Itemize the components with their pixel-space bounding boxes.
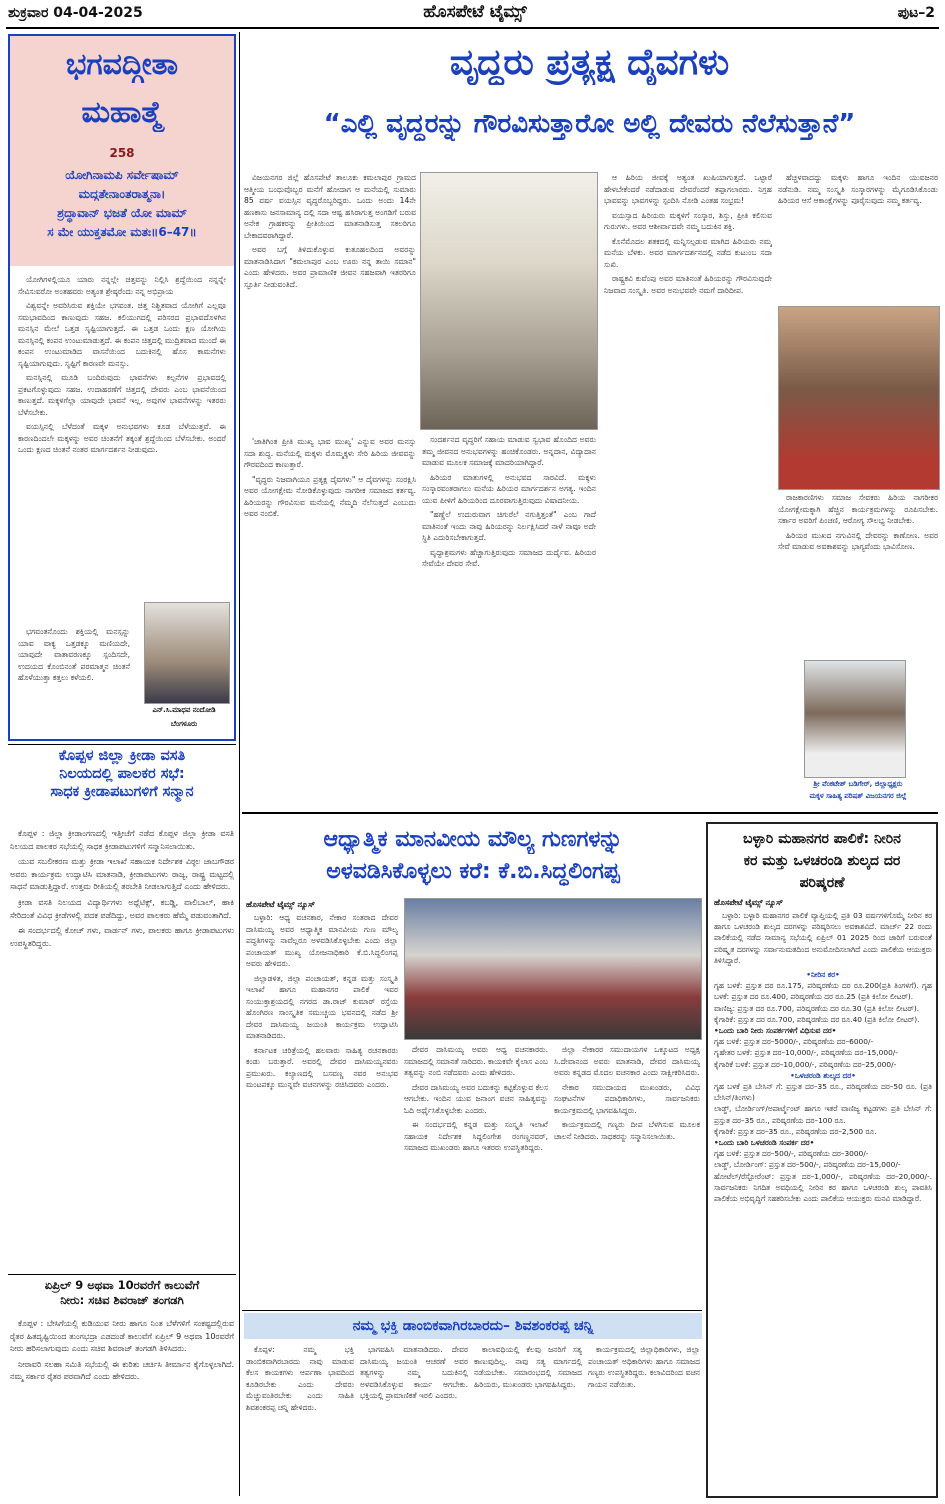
- story-paragraph: ಹೆಚ್ಚಳವಾದದ್ದು ಮಕ್ಕಳು ಹಾಗೂ ಇಂದಿನ ಯುವಜನರ ನಡೆನುಡಿ. ನಮ್ಮ ಸಂಸ್ಕೃತಿ ಸಂಸ್ಕಾರಗಳನ್ನು ಮೈಗೂಡಿಸಿಕೊಂಡು ಹಿರಿಯರ ಆಸೆ ಆಕಾಂಕ್ಷೆಗಳನ್ನು ಪೂರೈಸುವುದು ನಮ್ಮ ಕರ್ತವ್ಯ.: [778, 173, 938, 205]
- story-paragraph: ಕೊನೆಮೊದಲ ಶತಕದಲ್ಲಿ ಮನ್ನಿಸಲ್ಪಡುವ ಮಾಗಿದ ಹಿರಿಯರು ನಮ್ಮ ಮನೆಯ ಬೆಳಕು. ಅವರ ಮಾರ್ಗದರ್ಶನದಲ್ಲಿ ನಡೆದ ಕುಟುಂಬ ಸದಾ ಸುಖಿ.: [604, 236, 772, 269]
- section-rule: [8, 744, 236, 745]
- spiritual-paragraph: ಕಾರ್ಯಕ್ರಮದಲ್ಲಿ ಗಣ್ಯರು ದೀಪ ಬೆಳಗಿಸುವ ಮೂಲಕ ಚಾಲನೆ ನೀಡಿದರು. ಸಾಧಕರನ್ನು ಸನ್ಮಾನಿಸಲಾಯಿತು.: [554, 1120, 700, 1141]
- story-paragraph: ವಿಜಯನಗರ ಜಿಲ್ಲೆ ಹೊಸಪೇಟೆ ತಾಲೂಕು ಕಮಲಾಪುರ ಗ್ರಾಮದ ಆತ್ಮೀಯ ಬಂಧುವೊಬ್ಬರ ಮನೆಗೆ ಹೋದಾಗ ಆ ಮನೆಯಲ್ಲಿ ಸುಮಾರು 85 ವರ್ಷ ವಯಸ್ಸಿನ ವೃದ್ಧರೊಬ್ಬರಿದ್ದರು. ಒಂದು ಅಂದು 14ನೇ ಹಣಕಾಸು ಜನಸಾಮಾನ್ಯ ದಲ್ಲಿ ಸದಾ ಆಷ್ಟ ಹಸಿರಾಗುತ್ತ ಅಂಗಡಿಗೆ ಬರುವ ಅನೇಕ ಗ್ರಾಹಕರನ್ನು ಪ್ರೀತಿಯಿಂದ ಮಾತನಾಡಿಸುತ್ತ ಸಕಲರಿಗೂ ಬೇಕಾದವರಾಗಿದ್ದಾರೆ.: [244, 173, 416, 240]
- main-col3: [604, 172, 772, 806]
- rate-line: ಗೃಹ ಬಳಕೆ: ಪ್ರಸ್ತುತ ದರ ರೂ.175, ಪರಿಷ್ಕರಣೆಯ ದರ ರೂ.200(ಪ್ರತಿ ತಿಂಗಳಿಗೆ). ಗೃಹ ಬಳಕೆ: ಪ್ರಸ್ತುತ ದರ ರೂ.400, ಪರಿಷ್ಕರಣೆಯ ದರ ರೂ.25 (ಪ್ರತಿ ಕಿಲೋ ಲೀಟರ್).: [714, 981, 932, 1002]
- koppal-paragraph: ಕ್ರೀಡಾ ವಸತಿ ನಿಲಯದ ವಿದ್ಯಾರ್ಥಿಗಳು ಅಥ್ಲೆಟಿಕ್ಸ್, ಕಬಡ್ಡಿ, ವಾಲಿಬಾಲ್, ಹಾಕಿ ಸೇರಿದಂತೆ ವಿವಿಧ ಕ್ರೀಡೆಗಳಲ್ಲಿ ಪದಕ ಪಡೆದಿದ್ದು, ಅವರ ಪಾಲಕರು ಹೆಮ್ಮೆ ಪಡುವಂತಾಗಿದೆ.: [10, 897, 234, 920]
- story-paragraph: ರಾಷ್ಟ್ರಕವಿ ಕುವೆಂಪು ಅವರ ಮಾತಿನಂತೆ ಹಿರಿಯರನ್ನು ಗೌರವಿಸುವುದೇ ನಿಜವಾದ ಸಂಸ್ಕೃತಿ. ಅವರ ಅನುಭವವೇ ನಮಗೆ ದಾರಿದೀಪ.: [604, 274, 772, 295]
- story-paragraph: ಹಿರಿಯರ ಮಾತುಗಳಲ್ಲಿ ಅನುಭವದ ಸಾರವಿದೆ. ಮಕ್ಕಳು ಸಂಸ್ಕಾರವಂತರಾಗಲು ಮನೆಯ ಹಿರಿಯರ ಮಾರ್ಗದರ್ಶನ ಅಗತ್ಯ. ಇಂದಿನ ಯುವ ಪೀಳಿಗೆ ಹಿರಿಯರಿಂದ ದೂರವಾಗುತ್ತಿರುವುದು ವಿಷಾದನೀಯ.: [422, 472, 596, 505]
- story-paragraph: ಅವರ ಬಗ್ಗೆ ತಿಳಿದುಕೊಳ್ಳುವ ಕುತೂಹಲದಿಂದ ಅವರನ್ನು ಮಾತನಾಡಿಸಿದಾಗ "ಕಮಲಾಪುರ ಎಂಬ ಊರು ನನ್ನ ತಾಯಿ ಸಮಾನ" ಎಂದು ಹೇಳಿದರು. ಅವರ ಪ್ರಾಮಾಣಿಕ ಜೀವನ ಸಹಜವಾಗಿ ಇತರರಿಗೂ ಸ್ಫೂರ್ತಿ ನೀಡುವಂತಿದೆ.: [244, 245, 416, 289]
- story-paragraph: ವೃದ್ಧಾಶ್ರಮಗಳು ಹೆಚ್ಚಾಗುತ್ತಿರುವುದು ಸಮಾಜದ ದುರ್ದೈವ. ಹಿರಿಯರ ಸೇವೆಯೇ ದೇವರ ಸೇವೆ.: [422, 547, 596, 568]
- rate-line: ವಾಣಿಜ್ಯ: ಪ್ರಸ್ತುತ ದರ ರೂ.700, ಪರಿಷ್ಕರಣೆಯ ದರ ರೂ.30 (ಪ್ರತಿ ಕಿಲೋ ಲೀಟರ್).: [714, 1003, 920, 1013]
- koppal-headline: [8, 747, 236, 827]
- koppal-body: [10, 828, 234, 1268]
- main-col4-top: [778, 172, 938, 302]
- column-rule: [239, 32, 240, 1496]
- paper-name: ಹೊಸಪೇಟೆ ಟೈಮ್ಸ್: [423, 2, 527, 22]
- april-headline-line: ನೀರು: ಸಚಿವ ಶಿವರಾಜ್ ತಂಗಡಗಿ: [60, 1293, 184, 1307]
- gita-box: [8, 34, 236, 741]
- bhakti-paragraph: ಕಾರ್ಯಕ್ರಮದಲ್ಲಿ ಜಿಲ್ಲಾಧಿಕಾರಿಗಳು, ಜಿಲ್ಲಾ ಪಂಚಾಯತ್ ಅಧಿಕಾರಿಗಳು ಹಾಗೂ ಸಮಾಜದ ಗಣ್ಯರು ಉಪಸ್ಥಿತರಿದ್ದರು. ಕಲಾವಿದರಿಂದ ವಚನ ಗಾಯನ ನಡೆಯಿತು.: [588, 1345, 700, 1389]
- shloka-line: ಯೋಗಿನಾಮಪಿ ಸರ್ವೇಷಾಮ್: [65, 168, 179, 182]
- shloka-line: ಸ ಮೇ ಯುಕ್ತತಮೋ ಮತಃ॥6–47॥: [47, 225, 197, 239]
- koppal-paragraph: ಕೊಪ್ಪಳ : ಜಿಲ್ಲಾ ಕ್ರೀಡಾಂಗಣದಲ್ಲಿ ಇತ್ತೀಚೆಗೆ ನಡೆದ ಕೊಪ್ಪಳ ಜಿಲ್ಲಾ ಕ್ರೀಡಾ ವಸತಿ ನಿಲಯದ ಪಾಲಕರ ಸಭೆಯಲ್ಲಿ ಸಾಧಕ ಕ್ರೀಡಾಪಟುಗಳಿಗೆ ಸನ್ಮಾನಿಸಲಾಯಿತು.: [10, 829, 234, 851]
- bellary-headline: [710, 828, 934, 894]
- rate-line: ಕೈಗಾರಿಕೆ: ಪ್ರಸ್ತುತ ದರ–35 ರೂ., ಪರಿಷ್ಕರಣೆಯ ದರ–2,500 ರೂ.: [714, 1126, 877, 1136]
- shloka-line: ಮದ್ಗತೇನಾಂತರಾತ್ಮನಾ।: [78, 187, 166, 201]
- rate-line: •ಒಂದು ಬಾರಿ ನೀರು ಸಂಪರ್ಕಗಳಿಗೆ ವಿಧಿಸುವ ದರ•: [714, 1026, 837, 1036]
- rate-line: ಗೃಹ ಬಳಕೆ ಪ್ರತಿ ಬೇಸಿನ್ ಗೆ: ಪ್ರಸ್ತುತ ದರ–35 ರೂ., ಪರಿಷ್ಕರಣೆಯ ದರ–50 ರೂ. (ಪ್ರತಿ ಬೇಸಿನ್/ತಿಂಗಳು): [714, 1082, 932, 1103]
- spiritual-col3: [554, 1044, 700, 1306]
- koppal-paragraph: ಯುವ ಸಬಲೀಕರಣ ಮತ್ತು ಕ್ರೀಡಾ ಇಲಾಖೆ ಸಹಾಯಕ ನಿರ್ದೇಶಕ ವಿಠ್ಠಲ ಜಾಬಗೌಡರ ಅವರು ಕಾರ್ಯಕ್ರಮ ಉದ್ಘಾಟಿಸಿ ಮಾತನಾಡಿ, ಕ್ರೀಡಾಪಟುಗಳು ರಾಜ್ಯ, ರಾಷ್ಟ್ರ ಮಟ್ಟದಲ್ಲಿ ಸಾಧನೆ ಮಾಡುತ್ತಿದ್ದಾರೆ. ಉತ್ತಮ ರೀತಿಯಲ್ಲಿ ತರಬೇತಿ ನೀಡಲಾಗುತ್ತಿದೆ ಎಂದು ಹೇಳಿದರು.: [10, 857, 234, 892]
- koppal-headline-line: ಕೊಪ್ಪಳ ಜಿಲ್ಲಾ ಕ್ರೀಡಾ ವಸತಿ: [58, 748, 186, 764]
- bellary-byline: ಹೊಸಪೇಟೆ ಟೈಮ್ಸ್ ನ್ಯೂಸ್: [714, 898, 783, 907]
- koppal-paragraph: ಈ ಸಂದರ್ಭದಲ್ಲಿ ಕೋಚ್ ಗಳು, ವಾರ್ಡನ್ ಗಳು, ಪಾಲಕರು ಹಾಗೂ ಕ್ರೀಡಾಪಟುಗಳು ಉಪಸ್ಥಿತರಿದ್ದರು.: [10, 926, 234, 948]
- gita-number: 258: [109, 146, 135, 160]
- rate-line: ಲಾಡ್ಜ್, ಬೋರ್ಡಿಂಗ್: ಪ್ರಸ್ತುತ ದರ–500/-, ಪರಿಷ್ಕರಣೆಯ ದರ–15,000/-: [714, 1160, 901, 1170]
- spiritual-col1: [246, 912, 398, 1306]
- page-number: ಪುಟ–2: [897, 5, 935, 21]
- author-photo: [144, 602, 230, 704]
- bellary-box: [706, 822, 938, 1498]
- gita-body-tail: [18, 626, 130, 736]
- bellary-intro: ಬಳ್ಳಾರಿ: ಬಳ್ಳಾರಿ ಮಹಾನಗರ ಪಾಲಿಕೆ ವ್ಯಾಪ್ತಿಯಲ್ಲಿ ಪ್ರತಿ 03 ವರ್ಷಗಳಿಗೊಮ್ಮೆ ನೀರಿನ ಕರ ಹಾಗೂ ಒಳಚರಂಡಿ ಶುಲ್ಕದ ದರಗಳನ್ನು ಪರಿಷ್ಕರಿಸಲು ಅವಕಾಶವಿದೆ. ಮಾರ್ಚ್ 22 ರಂದು ಪಾಲಿಕೆಯಲ್ಲಿ ನಡೆದ ಸಾಮಾನ್ಯ ಸಭೆಯಲ್ಲಿ ಏಪ್ರಿಲ್ 01 2025 ರಿಂದ ಜಾರಿಗೆ ಬರುವಂತೆ ಪರಿಷ್ಕೃತ ದರಗಳನ್ನು ಸರ್ವಾನುಮತದಿಂದ ಅನುಮೋದಿಸಲಾಗಿದೆ ಎಂದು ಪಾಲಿಕೆಯ ಆಯುಕ್ತರು ತಿಳಿಸಿದ್ದಾರೆ.: [714, 911, 932, 965]
- gita-paragraph: ವಿಶ್ವವನ್ನೇ ಅವರಿಸಿರುವ ಶಕ್ತಿಯೇ ಭಗವಂತ. ಚಿತ್ತ ನಿಶ್ಚಿತವಾದ ಯೋಗಿಗೆ ಎಲ್ಲವೂ ಸಮಭಾವದಿಂದ ಕಾಣುವುದು ಸಹಜ. ಕಲಿಯುಗದಲ್ಲಿ ಪರಿಸರದ ಪ್ರಭಾವದೊಳಗಿನ ಮನಸ್ಸಿನ ಮೇಲೆ ಒತ್ತಡ ಸೃಷ್ಟಿಯಾಗುತ್ತದೆ. ಈ ಒತ್ತಡ ಒಂದು ಕ್ಷಣ ಯೋಗಿಯ ಮನಸ್ಸಿನಲ್ಲಿ ಕಂಪನ ಉಂಟುಮಾಡುತ್ತದೆ. ಈ ಕಂಪನ ಚಿತ್ತದಲ್ಲಿ ಮುದ್ರಿತವಾದ ಮುಂದೆ ಈ ಕಂಪನ ಉಂಟುಮಾಡಿದ ವಾಸನೆಯಿಂದ ಬದುಕಿನಲ್ಲಿ ಹೊಸ ಕಾಮನೆಗಳು ಸೃಷ್ಟಿಯಾಗುವುದು. ಸೃಷ್ಟಿಗೆ ಕಾರಣವೇ ಮನಸ್ಸು.: [18, 301, 226, 368]
- april-paragraph: ನೀರಾವರಿ ಸಲಹಾ ಸಮಿತಿ ಸಭೆಯಲ್ಲಿ ಈ ಕುರಿತು ಚರ್ಚಿಸಿ ತೀರ್ಮಾನ ಕೈಗೊಳ್ಳಲಾಗಿದೆ. ನಮ್ಮ ಸರ್ಕಾರ ರೈತರ ಪರವಾಗಿದೆ ಎಂದು ಹೇಳಿದರು.: [10, 1359, 234, 1382]
- main-col1-top: [244, 172, 416, 434]
- story-paragraph: ವಯಸ್ಸಾದ ಹಿರಿಯರು ಮಕ್ಕಳಿಗೆ ಸಂಸ್ಕಾರ, ಶಿಸ್ತು, ಪ್ರೀತಿ ಕಲಿಸುವ ಗುರುಗಳು. ಅವರ ಆಶೀರ್ವಾದವೇ ನಮ್ಮ ಬದುಕಿನ ಶಕ್ತಿ.: [604, 210, 772, 231]
- spiritual-paragraph: ದೇವರ ದಾಸಿಮಯ್ಯ ಅವರು ಆಧ್ಯ ವಚನಕಾರರು. ಸಮಾಜದಲ್ಲಿ ಸಮಾನತೆ ಸಾರಿದರು. ಕಾಯಕವೇ ಕೈಲಾಸ ಎಂಬ ತತ್ವವನ್ನು ನಂಬಿ ನಡೆದವರು ಎಂದು ಹೇಳಿದರು.: [404, 1045, 548, 1077]
- main-col2: [422, 434, 596, 806]
- section-rule: [242, 1310, 702, 1311]
- issue-date: ಶುಕ್ರವಾರ 04-04-2025: [8, 5, 143, 21]
- bellary-body: [714, 910, 932, 1494]
- spiritual-paragraph: ಕರ್ನಾಟಕ ಚರಿತ್ರೆಯಲ್ಲಿ ಹಲವಾರು ಸಾಹಿತ್ಯ ರಚನಕಾರರು ಕಂಡು ಬರುತ್ತಾರೆ. ಅವರಲ್ಲಿ ದೇವರ ದಾಸಿಮಯ್ಯನವರು ಪ್ರಮುಖರು. ಕಲ್ಯಾಣದಲ್ಲಿ ಬಸವಣ್ಣ ನವರ ಅನುಭವ ಮಂಟಪಕ್ಕೂ ಮುನ್ನವೇ ವಚನಗಳನ್ನು ರಚಿಸಿದವರು ಎಂದರು.: [246, 1045, 398, 1089]
- rate-line: •ಒಂದು ಬಾರಿ ಒಳಚರಂಡಿ ಸಂಪರ್ಕ ದರ•: [714, 1138, 815, 1148]
- bellary-section-title: •ನೀರಿನ ಕರ•: [806, 970, 840, 980]
- rate-line: ಹೋಟೆಲ್/ರೆಸ್ಟೋರೆಂಟ್: ಪ್ರಸ್ತುತ ದರ–1,000/-, ಪರಿಷ್ಕರಣೆಯ ದರ–20,000/-. ಸಾರ್ವಜನಿಕರು ನಿಗದಿತ ಅವಧಿಯಲ್ಲಿ ನೀರಿನ ಕರ ಹಾಗೂ ಒಳಚರಂಡಿ ಶುಲ್ಕ ಪಾವತಿಸಿ ಪಾಲಿಕೆಯ ಅಭಿವೃದ್ಧಿಗೆ ಸಹಕರಿಸಬೇಕು ಎಂದು ಪಾಲಿಕೆಯ ಆಯುಕ್ತರು ಮನವಿ ಮಾಡಿದ್ದಾರೆ.: [714, 1171, 932, 1204]
- bhakti-paragraph: ಕೊಪ್ಪಳ: ನಮ್ಮ ಭಕ್ತಿ ಡಾಂಬಿಕವಾಗಿರಬಾರದು ನಾವು ಮಾಡುವ ಕೆಲಸ ಕಾಯಕಗಳು ಆರ್ಪಣಾ ಭಾವದಿಂದ ಕೂಡಿರಬೇಕು ಎಂದು ದೇವರು ಮೆಚ್ಚುವಂತಿರಬೇಕು ಎಂದು ಸಾಹಿತಿ ಶಿವಶಂಕರಪ್ಪ ಚನ್ನಿ ಹೇಳಿದರು.: [246, 1345, 354, 1412]
- spiritual-headline-2: ಅಳವಡಿಸಿಕೊಳ್ಳಲು ಕರೆ: ಕೆ.ಬಿ.ಸಿದ್ಧಲಿಂಗಪ್ಪ: [326, 859, 620, 884]
- bellary-section-title: •ಒಳಚರಂಡಿ ಶುಲ್ಕದ ದರ•: [790, 1070, 856, 1080]
- april-headline-line: ಏಪ್ರಿಲ್ 9 ಅಥವಾ 10ರವರೆಗೆ ಕಾಲುವೆಗೆ: [44, 1278, 200, 1292]
- gita-paragraph: ಯೋಗಿಗಳಲ್ಲಿಯೂ ಯಾರು ನನ್ನಲ್ಲೇ ಚಿತ್ತವನ್ನು ನಿಲ್ಲಿಸಿ ಶ್ರದ್ಧೆಯಿಂದ ನನ್ನನ್ನೇ ಸೇವಿಸುವರೋ ಅಂತಹವರು ಅತ್ಯಂತ ಶ್ರೇಷ್ಠರೆಂದು ನನ್ನ ಅಭಿಪ್ರಾಯ: [18, 275, 226, 296]
- rate-line: ಗೃಹ ಬಳಕೆ: ಪ್ರಸ್ತುತ ದರ–500/-, ಪರಿಷ್ಕರಣೆಯ ದರ–3000/-: [714, 1149, 869, 1159]
- rate-line: ಕೈಗಾರಿಕೆ ಬಳಕೆ: ಪ್ರಸ್ತುತ ದರ–10,000/-, ಪರಿಷ್ಕರಣೆಯ ದರ–25,000/-: [714, 1059, 897, 1069]
- main-photo: [420, 172, 598, 430]
- spiritual-col2: [404, 1044, 548, 1306]
- story-paragraph: ಆ ಹಿರಿಯ ಜೀವಕ್ಕೆ ಅತ್ಯಂತ ಖುಷಿಯಾಗುತ್ತದೆ. ಒಟ್ಟಾರೆ ಹೇಳಬೇಕೆಂದರೆ ನಡೆದಾಡುವ ದೇವರೆಂದರೆ ತಪ್ಪಾಗಲಾರದು. ನಿಗ್ರಹ ಭಾವವನ್ನು ಭಾವಗಳನ್ನು ಸ್ಪಂದಿಸಿ ನೋಡಿ ಎಂತಹ ಸಂಭ್ರಮ!: [604, 173, 772, 205]
- gita-title-line1: ಭಗವದ್ಗೀತಾ: [65, 47, 179, 82]
- author-name: ಎನ್.ಸಿ.ಮಾಧವ ನಂದೋಡಿ: [152, 706, 216, 714]
- bhakti-paragraph: ಭಾಗವಹಿಸಿ ಮಾತನಾಡಿದರು. ದೇವರ ದಾಸಿಮಯ್ಯ ಜಯಂತಿ ಆಚರಣೆ ಅವರ ತತ್ವಗಳನ್ನು ನಮ್ಮ ಬದುಕಿನಲ್ಲಿ ಅಳವಡಿಸಿಕೊಳ್ಳುವ ಕಾರ್ಯ ಆಗಬೇಕು. ಭಕ್ತಿಯಲ್ಲಿ ಪ್ರಾಮಾಣಿಕತೆ ಇರಲಿ ಎಂದರು.: [360, 1345, 468, 1400]
- event-photo: [404, 898, 702, 1040]
- gita-title-line2: ಮಹಾತ್ಮೆ: [81, 95, 163, 130]
- gita-paragraph: ಮನಸ್ಸಿನಲ್ಲಿ ಮೂಡಿ ಬಂದಿರುವುದು ಭಾವನೆಗಳು ಕಲ್ಪನೆಗಳ ಪ್ರಭಾವದಲ್ಲಿ ಪ್ರಕಟಗೊಳ್ಳುವುದು ಸಹಜ. ಉದಾಹರಣೆಗೆ ಚಿತ್ತದಲ್ಲಿ ದೇವರು ಎಂಬ ಭಾವನೆಯಿಂದ ಕಾಣುತ್ತದೆ. ಮಕ್ಕಳಿಗೆಲ್ಲಾ ಯಾವುದೇ ಭಾವನೆ ಇಲ್ಲ. ಅವುಗಳ ಭಾವನೆಗಳನ್ನು ಇತರರು ಬೆಳೆಸಬೇಕು.: [18, 373, 226, 417]
- masthead-rule: [6, 27, 939, 29]
- gita-paragraph: ಭಗವಂತನೊಂದು ಶಕ್ತಿಯಲ್ಲಿ ಮನಸ್ಸನ್ನು ಯಾವ ವಾಕ್ಯ ಒತ್ತಡಕ್ಕೂ ಮಣಿಯದೇ, ಯಾವುದೇ ವಾತಾವರಣಕ್ಕೂ ಸ್ಪಂದಿಸದೇ, ಉದಯದ ಕೊಂಬಿನಂತೆ ಪರಮಾತ್ಮನ ಚಿಂತನೆ ಹೊಳೆಯುತ್ತಾ ಕತ್ತಲು ಕಳೆಯಲಿ.: [18, 627, 130, 682]
- story-paragraph: 'ಜಾತಿಗಿಂತ ಪ್ರೀತಿ ಮುಖ್ಯ ಭಾವ ಮುಖ್ಯ' ಎನ್ನುವ ಅವರ ಮನಸ್ಸು ಸದಾ ಶುದ್ಧ. ಮನೆಯಲ್ಲಿ ಮಕ್ಕಳು ಮೊಮ್ಮಕ್ಕಳು ಸೇರಿ ಹಿರಿಯ ಜೀವವನ್ನು ಗೌರವದಿಂದ ಕಾಣುತ್ತಾರೆ.: [244, 437, 416, 469]
- masthead: [0, 0, 945, 26]
- main-col4-mid: [778, 492, 938, 652]
- main-headline: ವೃದ್ಧರು ಪ್ರತ್ಯಕ್ಷ ದೈವಗಳು: [449, 42, 730, 83]
- spiritual-paragraph: ನೇಕಾರ ಸಮುದಾಯದ ಮುಖಂಡರು, ವಿವಿಧ ಸಂಘಟನೆಗಳ ಪದಾಧಿಕಾರಿಗಳು, ಸಾರ್ವಜನಿಕರು ಕಾರ್ಯಕ್ರಮದಲ್ಲಿ ಭಾಗವಹಿಸಿದ್ದರು.: [554, 1082, 700, 1115]
- story-paragraph: "ವೃದ್ಧರು ನಿಜವಾಗಿಯೂ ಪ್ರತ್ಯಕ್ಷ ದೈವಗಳು" ಆ ದೈವಗಳನ್ನು ಸಂರಕ್ಷಿಸಿ ಅವರ ಯೋಗಕ್ಷೇಮ ನೋಡಿಕೊಳ್ಳುವುದು ನಾಗರೀಕ ಸಮಾಜದ ಕರ್ತವ್ಯ. ಹಿರಿಯರನ್ನು ಗೌರವಿಸುವ ಮನೆಯಲ್ಲಿ ನೆಮ್ಮದಿ ನೆಲೆಸುತ್ತದೆ ಎಂಬುದು ಅವರ ನಂಬಿಕೆ.: [244, 474, 416, 518]
- gita-body: [18, 274, 226, 624]
- author-place: ಬೆಂಗಳೂರು: [170, 720, 198, 728]
- spiritual-paragraph: ಈ ಸಂದರ್ಭದಲ್ಲಿ ಕನ್ನಡ ಮತ್ತು ಸಂಸ್ಕೃತಿ ಇಲಾಖೆ ಸಹಾಯಕ ನಿರ್ದೇಶಕ ಸಿದ್ದಲಿಂಗೇಶ ರಂಗಣ್ಣನವರ್, ಸಮಾಜದ ಮುಖಂಡರು ಹಾಗೂ ಇತರರು ಉಪಸ್ಥಿತರಿದ್ದರು.: [404, 1120, 548, 1152]
- story-paragraph: ಹಿರಿಯರ ಮುಖದ ನಗುವಿನಲ್ಲಿ ದೇವರನ್ನು ಕಾಣೋಣ. ಅವರ ಸೇವೆ ಮಾಡುವ ಅವಕಾಶವನ್ನು ಭಾಗ್ಯವೆಂದು ಭಾವಿಸೋಣ.: [778, 530, 938, 551]
- writer-caption-2: ಮಕ್ಕಳ ಸಾಹಿತ್ಯ ಪರಿಷತ್ ವಿಜಯನಗರ ಜಿಲ್ಲೆ: [809, 792, 907, 800]
- spiritual-paragraph: ಜಿಲ್ಲಾಡಳಿತ, ಜಿಲ್ಲಾ ಪಂಚಾಯತ್, ಕನ್ನಡ ಮತ್ತು ಸಂಸ್ಕೃತಿ ಇಲಾಖೆ ಹಾಗೂ ಮಹಾನಗರ ಪಾಲಿಕೆ ಇವರ ಸಂಯುಕ್ತಾಶ್ರಯದಲ್ಲಿ ನಗರದ ಡಾ.ರಾಜ್ ಕುಮಾರ್ ರಸ್ತೆಯ ಹೊಂಗಿರಣ ಸಾಂಸ್ಕೃತಿಕ ಸಮುಚ್ಚಯ ಭವನದಲ್ಲಿ ನಡೆದ ಶ್ರೀ ದೇವರ ದಾಸಿಮಯ್ಯ ಜಯಂತಿ ಕಾರ್ಯಕ್ರಮ ಉದ್ಘಾಟಿಸಿ ಮಾತನಾಡಿದರು.: [246, 973, 398, 1040]
- section-rule: [242, 812, 938, 814]
- spiritual-paragraph: ಜಿಲ್ಲಾ ನೇಕಾರರ ಸಮುದಾಯಗಳ ಒಕ್ಕೂಟದ ಅಧ್ಯಕ್ಷ ಸಿ.ದೇವಾನಂದ ಅವರು ಮಾತನಾಡಿ, ದೇವರ ದಾಸಿಮಯ್ಯ ಅವರು ಕನ್ನಡದ ಮೊದಲ ವಚನಕಾರ ಎಂದು ಸಾಕ್ಷೀಕರಿಸಿದರು.: [554, 1045, 700, 1077]
- bhakti-col1: [246, 1344, 354, 1498]
- writer-photo: [804, 660, 906, 778]
- bhakti-col2: [360, 1344, 468, 1498]
- bellary-headline-line: ಬಳ್ಳಾರಿ ಮಹಾನಗರ ಪಾಲಿಕೆ: ನೀರಿನ: [743, 831, 901, 847]
- rate-line: ಗೃಹೇತರ ಬಳಕೆ: ಪ್ರಸ್ತುತ ದರ–10,000/-, ಪರಿಷ್ಕರಣೆಯ ದರ–15,000/-: [714, 1048, 898, 1058]
- bellary-headline-line: ಕರ ಮತ್ತು ಒಳಚರಂಡಿ ಶುಲ್ಕದ ದರ: [743, 853, 901, 869]
- bhakti-col4: [588, 1344, 700, 1498]
- main-subhead: “ಎಲ್ಲಿ ವೃದ್ಧರನ್ನು ಗೌರವಿಸುತ್ತಾರೋ ಅಲ್ಲಿ ದೇವರು ನೆಲೆಸುತ್ತಾನೆ”: [323, 109, 856, 139]
- writer-caption-1: ಶ್ರೀ ವೆಂಕಟೇಶ್ ಬಡಿಗೇರ್, ಜಿಲ್ಲಾಧ್ಯಕ್ಷರು: [813, 780, 903, 788]
- bellary-headline-line: ಪರಿಷ್ಕರಣೆ: [799, 875, 845, 891]
- gita-paragraph: ವಯಸ್ಸಿನಲ್ಲಿ ಬೆಳೆದಂತೆ ಮಕ್ಕಳ ಅನುಭವಗಳು ಕೂಡ ಬೆಳೆಯುತ್ತವೆ. ಈ ಕಾರಣದಿಂದಲೇ ಮಕ್ಕಳನ್ನು ಅವರ ಚಿಂತನೆಗೆ ತಕ್ಕಂತೆ ಶ್ರದ್ಧೆಯಿಂದ ಬೆಳೆಸಬೇಕು. ಅಂದರೆ ಒಂದು ಕ್ಷಣದ ಚಿಂತನೆ ನಂತರ ಮಾರ್ಗದರ್ಶನ ನೀಡುವುದು.: [18, 422, 226, 454]
- spiritual-headline-1: ಆಧ್ಯಾತ್ಮಿಕ ಮಾನವೀಯ ಮೌಲ್ಯ ಗುಣಗಳನ್ನು: [323, 827, 623, 852]
- section-rule: [8, 1274, 236, 1275]
- april-paragraph: ಕೊಪ್ಪಳ : ಬೇಸಿಗೆಯಲ್ಲಿ ಕುಡಿಯುವ ನೀರು ಹಾಗೂ ನಿಂತ ಬೆಳೆಗಳಿಗೆ ಸಂಕಷ್ಟದಲ್ಲಿರುವ ರೈತರ ಹಿತದೃಷ್ಟಿಯಿಂದ ತುಂಗಭದ್ರಾ ಎಡದಂಡೆ ಕಾಲುವೆಗೆ ಏಪ್ರಿಲ್ 9 ಅಥವಾ 10ರವರೆಗೆ ನೀರು ಹರಿಸಲಾಗುವುದು ಎಂದು ಸಚಿವ ಶಿವರಾಜ್ ತಂಗಡಗಿ ತಿಳಿಸಿದರು.: [10, 1319, 234, 1354]
- spiritual-paragraph: ಬಳ್ಳಾರಿ: ಆಧ್ಯ ವಚನಕಾರ, ನೇಕಾರ ಸಂತರಾದ ದೇವರ ದಾಸಿಮಯ್ಯ ಅವರ ಆಧ್ಯಾತ್ಮಿಕ ಮಾನವೀಯ ಗುಣ ಮೌಲ್ಯ ಪದ್ಧತಿಗಳನ್ನು ನಾವೆಲ್ಲರೂ ಅಳವಡಿಸಿಕೊಳ್ಳಬೇಕು ಎಂದು ಜಿಲ್ಲಾ ಪಂಚಾಯತ್ ಮುಖ್ಯ ಯೋಜನಾಧಿಕಾರಿ ಕೆ.ಬಿ.ಸಿದ್ಧಲಿಂಗಪ್ಪ ಅವರು ಹೇಳಿದರು.: [246, 913, 398, 968]
- bhakti-col3: [474, 1344, 582, 1498]
- spiritual-byline: ಹೊಸಪೇಟೆ ಟೈಮ್ಸ್ ನ್ಯೂಸ್: [246, 900, 315, 909]
- story-paragraph: "ಹಣ್ಣೆಲೆ ಉದುರುವಾಗ ಚಿಗುರೆಲೆ ನಗುತ್ತಿತ್ತಂತೆ" ಎಂಬ ಗಾದೆ ಮಾತಿನಂತೆ ಇಂದು ನಾವು ಹಿರಿಯರನ್ನು ನಿರ್ಲಕ್ಷಿಸಿದರೆ ನಾಳೆ ನಾವೂ ಅದೇ ಸ್ಥಿತಿ ಎದುರಿಸಬೇಕಾಗುತ್ತದೆ.: [422, 510, 596, 542]
- story-paragraph: ರಾಜಕಾರಣಿಗಳು ಸಮಾಜ ಸೇವಕರು ಹಿರಿಯ ನಾಗರೀಕರ ಯೋಗಕ್ಷೇಮಕ್ಕಾಗಿ ಹೆಚ್ಚಿನ ಕಾರ್ಯಕ್ರಮಗಳನ್ನು ರೂಪಿಸಬೇಕು. ಸರ್ಕಾರ ಅವರಿಗೆ ಪಿಂಚಣಿ, ಆರೋಗ್ಯ ಸೌಲಭ್ಯ ನೀಡಬೇಕು.: [778, 493, 938, 525]
- bhakti-paragraph: ಕಾಲಾವಧಿಯಲ್ಲಿ ಕೆಲವು ಜನರಿಗೆ ಸತ್ಯ ಕಾಣುವುದಿಲ್ಲ. ನಾವು ಸತ್ಯ ಮಾರ್ಗದಲ್ಲಿ ನಡೆಯಬೇಕು. ಸಮಾರಂಭದಲ್ಲಿ ಸಮಾಜದ ಹಿರಿಯರು, ಮುಖಂಡರು ಭಾಗವಹಿಸಿದ್ದರು.: [474, 1345, 582, 1389]
- gita-shloka: [16, 166, 228, 242]
- elderly-woman-photo: [778, 306, 940, 490]
- koppal-headline-line: ನಿಲಯದಲ್ಲಿ ಪಾಲಕರ ಸಭೆ:: [59, 766, 185, 783]
- main-col1-bottom: [244, 436, 416, 806]
- shloka-line: ಶ್ರದ್ಧಾವಾನ್ ಭಜತೆ ಯೋ ಮಾಮ್: [57, 206, 187, 220]
- april-headline: [8, 1278, 236, 1322]
- april-body: [10, 1318, 234, 1498]
- rate-line: ಲಾಡ್ಜ್, ಬೋರ್ಡಿಂಗ್/ಅಪಾರ್ಟ್ಮೆಂಟ್ ಹಾಗೂ ಇತರೆ ವಾಣಿಜ್ಯ ಕಟ್ಟಡಗಳು ಪ್ರತಿ ಬೇಸಿನ್ ಗೆ: ಪ್ರಸ್ತುತ ದರ–35 ರೂ., ಪರಿಷ್ಕರಣೆಯ ದರ–100 ರೂ.: [714, 1104, 932, 1125]
- story-paragraph: ಸಂದರ್ಶನದ ವೃದ್ಧರಿಗೆ ಸಹಾಯ ಮಾಡುವ ಸ್ವಭಾವ ಹೊಂದಿದ ಅವರು ತಮ್ಮ ಜೀವನದ ಅನುಭವಗಳನ್ನು ಹಂಚಿಕೊಂಡರು. ಅನ್ನದಾನ, ವಿದ್ಯಾದಾನ ಮಾಡುವ ಮೂಲಕ ಸಮಾಜಕ್ಕೆ ಮಾದರಿಯಾಗಿದ್ದಾರೆ.: [422, 435, 596, 467]
- koppal-headline-line: ಸಾಧಕ ಕ್ರೀಡಾಪಟುಗಳಿಗೆ ಸನ್ಮಾನ: [50, 784, 194, 801]
- rate-line: ಗೃಹ ಬಳಕೆ: ಪ್ರಸ್ತುತ ದರ–5000/-, ಪರಿಷ್ಕರಣೆಯ ದರ–6000/-: [714, 1037, 874, 1047]
- bhakti-headline: ನಮ್ಮ ಭಕ್ತಿ ಡಾಂಬಿಕವಾಗಿರಬಾರದು– ಶಿವಶಂಕರಪ್ಪ ಚನ್ನಿ: [244, 1313, 702, 1339]
- rate-line: ಕೈಗಾರಿಕೆ: ಪ್ರಸ್ತುತ ದರ ರೂ.700, ಪರಿಷ್ಕರಣೆಯ ದರ ರೂ.40 (ಪ್ರತಿ ಕಿಲೋ ಲೀಟರ್).: [714, 1014, 920, 1024]
- spiritual-paragraph: ದೇವರ ದಾಸಿಮಯ್ಯ ಅವರ ಬದುಕನ್ನು ಕಟ್ಟಿಕೊಳ್ಳುವ ಕೆಲಸ ಆಗಬೇಕು. ಇಂದಿನ ಯುವ ಜನಾಂಗ ವಚನ ಸಾಹಿತ್ಯವನ್ನು ಓದಿ ಅರ್ಥೈಸಿಕೊಳ್ಳಬೇಕು ಎಂದರು.: [404, 1082, 548, 1115]
